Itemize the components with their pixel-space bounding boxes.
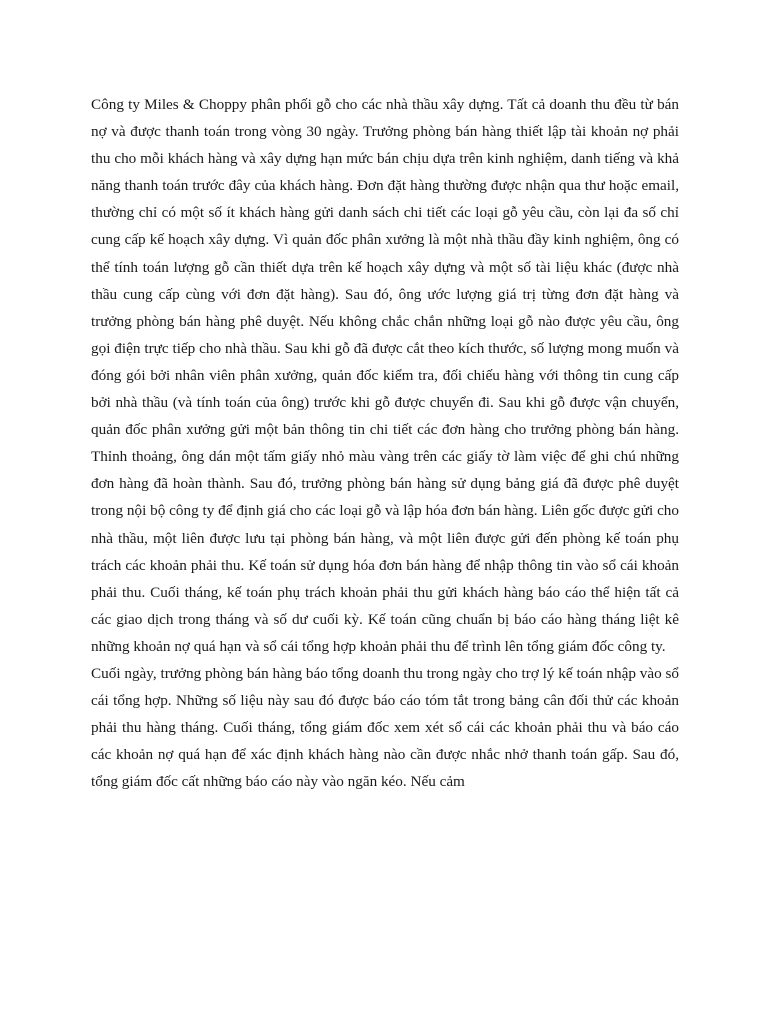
document-body	[91, 91, 679, 795]
paragraph-1: Công ty Miles & Choppy phân phối gỗ cho các nhà thầu xây dựng. Tất cả doanh thu đều từ bán nợ và được thanh toán trong vòng 30 ngày. Trưởng phòng bán hàng thiết lập tài khoản nợ phải thu cho mỗi khách hàng và xây dựng hạn mức bán chịu dựa trên kinh nghiệm, danh tiếng và khả năng thanh toán trước đây của khách hàng. Đơn đặt hàng thường được nhận qua thư hoặc email, thường chỉ có một số ít khách hàng gửi danh sách chi tiết các loại gỗ yêu cầu, còn lại đa số chỉ cung cấp kế hoạch xây dựng. Vì quản đốc phân xưởng là một nhà thầu đầy kinh nghiệm, ông có thể tính toán lượng gỗ cần thiết dựa trên kế hoạch xây dựng và một số tài liệu khác (được nhà thầu cung cấp cùng với đơn đặt hàng). Sau đó, ông ước lượng giá trị từng đơn đặt hàng và trưởng phòng bán hàng phê duyệt. Nếu không chắc chắn những loại gỗ nào được yêu cầu, ông gọi điện trực tiếp cho nhà thầu. Sau khi gỗ đã được cắt theo kích thước, số lượng mong muốn và đóng gói bởi nhân viên phân xưởng, quản đốc kiểm tra, đối chiếu hàng với thông tin cung cấp bởi nhà thầu (và tính toán của ông) trước khi gỗ được chuyển đi. Sau khi gỗ được vận chuyển, quản đốc phân xưởng gửi một bản thông tin chi tiết các đơn hàng cho trưởng phòng bán hàng. Thỉnh thoảng, ông dán một tấm giấy nhỏ màu vàng trên các giấy tờ làm việc để ghi chú những đơn hàng đã hoàn thành. Sau đó, trưởng phòng bán hàng sử dụng bảng giá đã được phê duyệt trong nội bộ công ty để định giá cho các loại gỗ và lập hóa đơn bán hàng. Liên gốc được gửi cho nhà thầu, một liên được lưu tại phòng bán hàng, và một liên được gửi đến phòng kế toán phụ trách các khoản phải thu. Kế toán sử dụng hóa đơn bán hàng để nhập thông tin vào sổ cái khoản phải thu. Cuối tháng, kế toán phụ trách khoản phải thu gửi khách hàng báo cáo thể hiện tất cả các giao dịch trong tháng và số dư cuối kỳ. Kế toán cũng chuẩn bị báo cáo hàng tháng liệt kê những khoản nợ quá hạn và sổ cái tổng hợp khoản phải thu để trình lên tổng giám đốc công ty.	[91, 96, 679, 655]
paragraph-2: Cuối ngày, trưởng phòng bán hàng báo tổng doanh thu trong ngày cho trợ lý kế toán nhập vào sổ cái tổng hợp. Những số liệu này sau đó được báo cáo tóm tắt trong bảng cân đối thử các khoản phải thu hàng tháng. Cuối tháng, tổng giám đốc xem xét sổ cái các khoản phải thu và báo cáo các khoản nợ quá hạn để xác định khách hàng nào cần được nhắc nhở thanh toán gấp. Sau đó, tổng giám đốc cất những báo cáo này vào ngăn kéo. Nếu cảm	[91, 664, 679, 791]
